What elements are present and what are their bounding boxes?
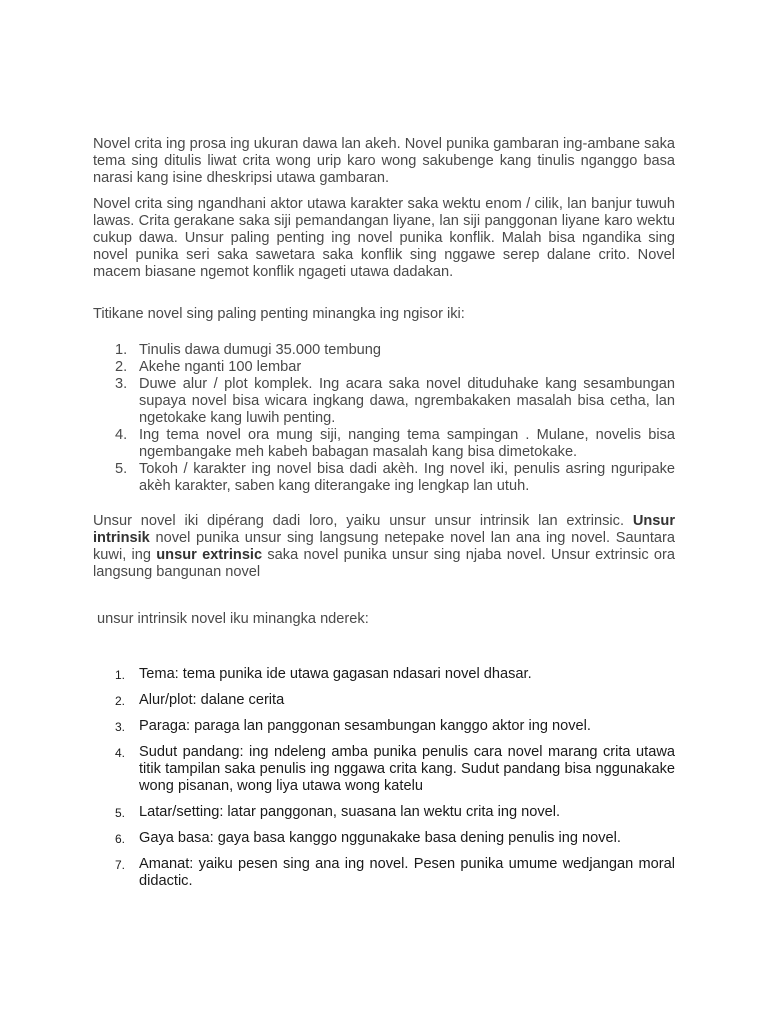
list-item: 1. Tema: tema punika ide utawa gagasan ndasari novel dhasar. [115,666,532,682]
list-item: 5. Tokoh / karakter ing novel bisa dadi akèh. Ing novel iki, penulis asring nguripake akèh karakter, saben kang diterangake ing lengkap lan utuh. [115,461,675,494]
paragraph-definition: Novel crita ing prosa ing ukuran dawa lan akeh. Novel punika gambaran ing-ambane saka tema sing ditulis liwat crita wong urip karo wong sakubenge kang tinulis nganggo basa narasi kang isine dheskripsi utawa gambaran. [93,136,675,186]
term-extrinsic: unsur extrinsic [156,547,263,563]
term-intrinsic: Unsur intrinsik [93,513,675,546]
list-item: 2. Akehe nganti 100 lembar [115,359,302,375]
list-item: 7. Amanat: yaiku pesen sing ana ing novel. Pesen punika umume wedjangan moral didactic. [115,856,675,889]
paragraph-description: Novel crita sing ngandhani aktor utawa karakter saka wektu enom / cilik, lan banjur tuwuh lawas. Crita gerakane saka siji pemandangan liyane, lan siji panggonan liyane karo wektu cukup dawa. Unsur paling penting ing novel punika konflik. Malah bisa ngandika sing novel punika seri saka sawetara saka konflik sing nggawe serep dalane crito. Novel macem biasane ngemot konflik ngageti utawa dadakan. [93,196,675,280]
list-item: 5. Latar/setting: latar panggonan, suasana lan wektu crita ing novel. [115,804,561,820]
list-item: 6. Gaya basa: gaya basa kanggo nggunakake basa dening penulis ing novel. [115,830,621,846]
features-list [93,342,675,495]
list-item: 1. Tinulis dawa dumugi 35.000 tembung [115,342,382,358]
document-page [93,136,675,899]
paragraph-features-intro: Titikane novel sing paling penting minangka ing ngisor iki: [93,306,465,322]
list-item: 3. Paraga: paraga lan panggonan sesambungan kanggo aktor ing novel. [115,718,591,734]
list-item: 4. Sudut pandang: ing ndeleng amba punika penulis cara novel marang crita utawa titik tampilan saka penulis ing nggawa crita kang. Sudut pandang bisa nggunakake wong pisanan, wong liya utawa wong katelu [115,744,675,794]
list-item: 2. Alur/plot: dalane cerita [115,692,285,708]
intrinsic-elements-list [93,666,675,890]
list-item: 4. Ing tema novel ora mung siji, nanging tema sampingan . Mulane, novelis bisa ngembangake meh kabeh babagan masalah kang bisa dimetokake. [115,427,675,460]
paragraph-elements: Unsur novel iki dipérang dadi loro, yaiku unsur unsur intrinsik lan extrinsic. Unsur intrinsik novel punika unsur sing langsung netepake novel lan ana ing novel. Sauntara kuwi, ing unsur extrinsic saka novel punika unsur sing njaba novel. Unsur extrinsic ora langsung bangunan novel [93,513,675,580]
paragraph-intrinsic-intro: unsur intrinsik novel iku minangka nderek: [97,611,369,627]
list-item: 3. Duwe alur / plot komplek. Ing acara saka novel dituduhake kang sesambungan supaya novel bisa wicara ingkang dawa, ngrembakaken masalah bisa cetha, lan ngetokake kang luwih penting. [115,376,675,426]
